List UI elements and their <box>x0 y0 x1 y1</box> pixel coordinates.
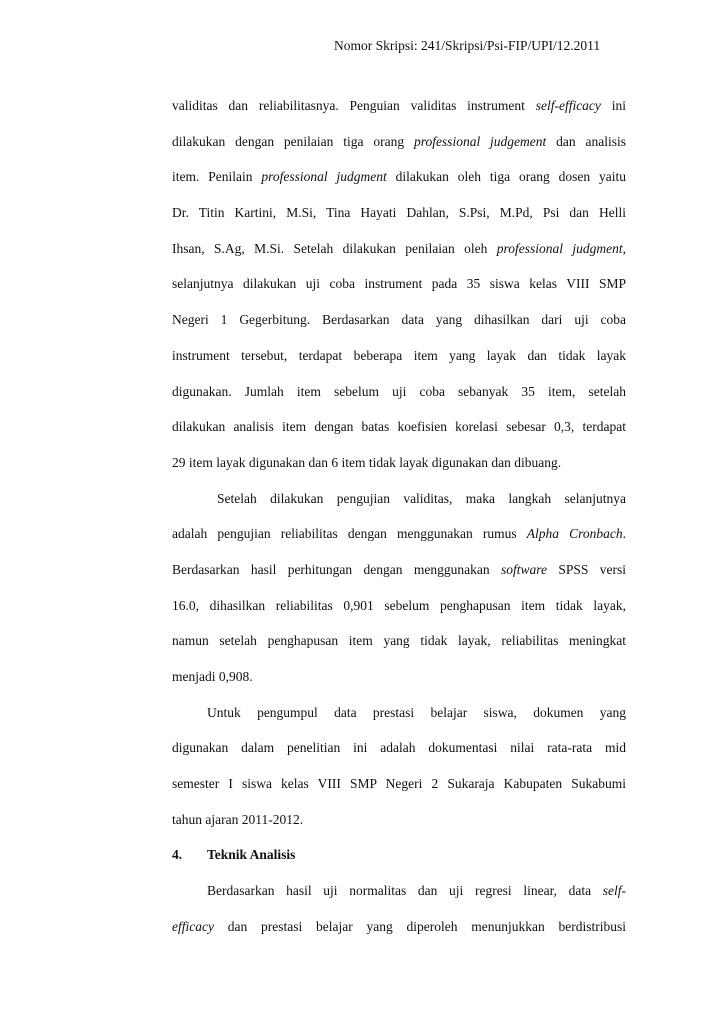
page-header: Nomor Skripsi: 241/Skripsi/Psi-FIP/UPI/12.2011 <box>334 38 601 53</box>
paragraph-analysis <box>172 881 626 952</box>
text-line: namun setelah penghapusan item yang tidak layak, reliabilitas meningkat <box>172 633 626 649</box>
text-line: Ihsan, S.Ag, M.Si. Setelah dilakukan penilaian oleh professional judgment, <box>172 240 627 256</box>
text-line: Setelah dilakukan pengujian validitas, maka langkah selanjutnya <box>217 490 626 506</box>
section-heading <box>172 845 626 881</box>
text-line: dilakukan analisis item dengan batas koefisien korelasi sebesar 0,3, terdapat <box>172 419 626 435</box>
text-line: Dr. Titin Kartini, M.Si, Tina Hayati Dahlan, S.Psi, M.Pd, Psi dan Helli <box>172 205 626 221</box>
text-line: Untuk pengumpul data prestasi belajar siswa, dokumen yang <box>207 704 626 720</box>
text-line: Berdasarkan hasil perhitungan dengan menggunakan software SPSS versi <box>172 561 627 577</box>
text-line: 16.0, dihasilkan reliabilitas 0,901 sebelum penghapusan item tidak layak, <box>172 597 626 613</box>
text-line: Negeri 1 Gegerbitung. Berdasarkan data yang dihasilkan dari uji coba <box>172 312 626 328</box>
italic-term: professional judgment <box>261 169 387 185</box>
italic-term: self-efficacy <box>535 98 601 113</box>
paragraph-data-collection <box>172 703 626 846</box>
text-line: digunakan dalam penelitian ini adalah dokumentasi nilai rata-rata mid <box>172 740 626 756</box>
text-line: instrument tersebut, terdapat beberapa item yang layak dan tidak layak <box>172 347 626 363</box>
italic-term: professional judgement <box>413 133 547 149</box>
paragraph-reliability <box>172 489 626 703</box>
section-title: Teknik Analisis <box>207 847 296 863</box>
italic-term: efficacy <box>172 918 214 934</box>
document-body <box>172 96 626 953</box>
text-line: dilakukan dengan penilaian tiga orang professional judgement dan analisis <box>172 133 626 149</box>
italic-term: professional judgment <box>496 240 623 256</box>
text-line: item. Penilain professional judgment dilakukan oleh tiga orang dosen yaitu <box>172 169 626 185</box>
italic-term: Alpha Cronbach <box>526 526 623 542</box>
text-line-last: 29 item layak digunakan dan 6 item tidak layak digunakan dan dibuang. <box>172 454 562 470</box>
italic-term: self- <box>602 883 626 899</box>
text-line: adalah pengujian reliabilitas dengan menggunakan rumus Alpha Cronbach. <box>172 526 626 542</box>
italic-term: software <box>500 561 547 577</box>
text-line-last: tahun ajaran 2011-2012. <box>172 811 304 827</box>
paragraph-validity <box>172 96 626 489</box>
text-line: digunakan. Jumlah item sebelum uji coba sebanyak 35 item, setelah <box>172 383 626 399</box>
text-line-last: menjadi 0,908. <box>172 669 253 684</box>
section-number: 4. <box>172 847 183 863</box>
text-line: semester I siswa kelas VIII SMP Negeri 2 Sukaraja Kabupaten Sukabumi <box>172 776 626 792</box>
text-line: Berdasarkan hasil uji normalitas dan uji regresi linear, data self- <box>207 883 626 899</box>
text-line: validitas dan reliabilitasnya. Penguian validitas instrument self-efficacy ini <box>172 98 626 113</box>
text-line: selanjutnya dilakukan uji coba instrument pada 35 siswa kelas VIII SMP <box>172 276 626 292</box>
text-line: efficacy dan prestasi belajar yang diperoleh menunjukkan berdistribusi <box>172 918 626 934</box>
